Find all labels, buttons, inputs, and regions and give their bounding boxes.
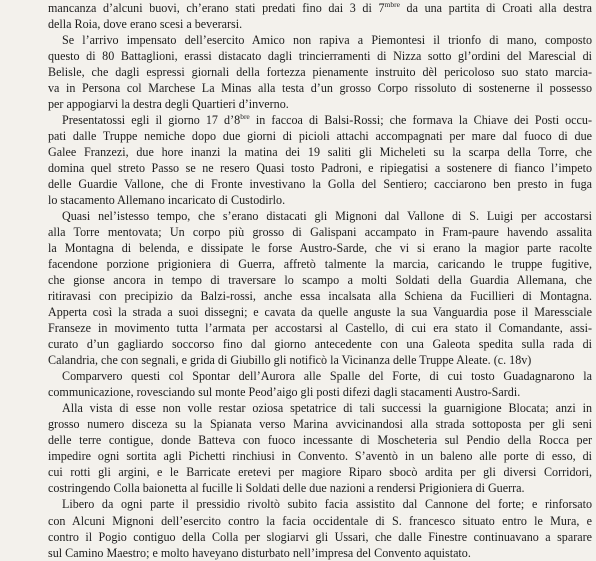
text-line: mancanza d’alcuni buovi, ch’erano stati predati fino dai 3 di $7^{mbre}$ da una partita di Croati alla destra bbox=[48, 0, 592, 15]
text-line: Belisle, che dagli espressi giornali della fortezza pienamente instruito dèl pericoloso suo stato marcia- bbox=[48, 65, 592, 80]
text-line: Alla vista di esse non volle restar oziosa spetatrice di tali successi la guarnigione Blocata; anzi in bbox=[62, 401, 592, 416]
text-line: facendone porzione prigioniera di Guerra, affretò talmente la marcia, caricando le truppe fugitive, bbox=[48, 257, 592, 272]
text-line: sul Camino Maestro; e molto haveyano disturbato nell’impresa del Convento aquistato. bbox=[48, 545, 471, 560]
text-line: Galee Franzezi, due hore inanzi la matina dei 19 saliti gli Micheleti su la scarpa della Torre, che bbox=[48, 145, 592, 160]
text-line: della Roia, dove erano scesi a beverarsi. bbox=[48, 17, 243, 32]
text-line: va in Persona col Marchese La Minas alla testa d’un grosso Corpo rissoluto di sostenerne il possesso bbox=[48, 81, 592, 96]
text-line: delle Guardie Vallone, che di Fronte investivano la Golla del Sentiero; cacciarono ben presto in fuga bbox=[48, 177, 592, 192]
text-line: la Montagna di belenda, e dissipate le forse Austro-Sarde, che vi si erano la magior parte racolte bbox=[48, 241, 592, 256]
text-line: cui rotti gli argini, e le Barricate eretevi per magiore Riparo sbocò ardita per gli diversi Corridori, bbox=[48, 465, 592, 480]
text-line: Libero da ogni parte il pressidio rivoltò subito facia assistito dal Cannone del forte; e rinforsato bbox=[62, 497, 592, 512]
body-text bbox=[48, 0, 592, 561]
text-line: lo stacamento Allemano incaricato di Custodirlo. bbox=[48, 193, 286, 208]
text-line: communicazione, rovesciando sul monte Peod’aigo gli posti difezi dagli stacamenti Austro-Sardi. bbox=[48, 385, 521, 400]
text-line: domina quel streto Passo se ne resero Quasi tosto Padroni, e ripiegatisi a sostenere di fianco l’impeto bbox=[48, 161, 592, 176]
text-line: curato d’un gagliardo soccorso fino dal giorno antecedente con una Galeota spedita sulla rada di bbox=[48, 337, 592, 352]
text-line: impedire ogni sortita agli Pichetti rinchiusi in Convento. S’aventò in un baleno alle porte di esso, di bbox=[48, 449, 592, 464]
text-line: pati dalle Truppe nemiche dopo due giorni di picioli attachi accompagnati per mare dal fuoco di due bbox=[48, 129, 592, 144]
text-line: contro il Pogio contiguo della Colla per slogiarvi gli Ussari, che dalle Finestre continuavano a sparare bbox=[48, 529, 592, 544]
text-line: grosso numero disceza su la Spianata verso Marina avvicinandosi alla strada sottoposta per gli seni bbox=[48, 417, 592, 432]
text-line: Comparvero questi col Spontar dell’Aurora alle Spalle del Forte, di cui tosto Guadagnarono la bbox=[62, 369, 592, 384]
text-line: con Alcuni Mignoni dell’esercito contro la facia occidentale di S. francesco situato entro le Mura, e bbox=[48, 513, 592, 528]
text-line: alla Torre mentovata; Un corpo più grosso di Galispani accampato in Fram-paure havendo assalita bbox=[48, 225, 592, 240]
text-line: Presentatossi egli il giorno 17 $d’8^{bre}$ in faccoa di Balsi-Rossi; che formava la Chiave dei Posti occu- bbox=[62, 112, 592, 128]
text-line: che gionse ancora in tempo di traversare lo scampo a molti Soldati della Guardia Allemana, che bbox=[48, 273, 592, 288]
text-line: Calandria, che con segnali, e grida di Giubillo gli notificò la Vicinanza delle Truppe Aleate. (c. 18v) bbox=[48, 353, 532, 368]
text-line: Franseze in movimento tutta l’armata per accostarsi al Castello, di cui era stato il Comandante, assi- bbox=[48, 321, 592, 336]
text-line: delle terre contigue, donde Batteva con fuoco incessante di Moscheteria sul Pendio della Rocca per bbox=[48, 433, 592, 448]
text-line: per appogiarvi la destra degli Quartieri d’inverno. bbox=[48, 97, 289, 112]
text-line: Apperta così la strada a suoi dissegni; e cavata da quelle anguste la sua Vanguardia pose il Maressciale bbox=[48, 305, 592, 320]
text-line: Quasi nel’istesso tempo, che s’erano distacati gli Mignoni dal Vallone di S. Luigi per accostarsi bbox=[62, 209, 592, 224]
text-line: ritiravasi con precipizio da Balzi-rossi, anche essa incalsata alla Schiena da Fucillieri di Montagna. bbox=[48, 289, 592, 304]
text-line: questo di 80 Battaglioni, erassi distacato dagli trincierramenti di Nizza sotto gl’ordini del Marescial di bbox=[48, 49, 592, 64]
text-line: costringendo Colla baionetta al fucille li Soldati delle due nazioni a rendersi Prigioniera di Guerra. bbox=[48, 481, 525, 496]
text-line: Se l’arrivo impensato dell’esercito Amico non rapiva a Piemontesi il trionfo di mano, composto bbox=[62, 33, 592, 48]
